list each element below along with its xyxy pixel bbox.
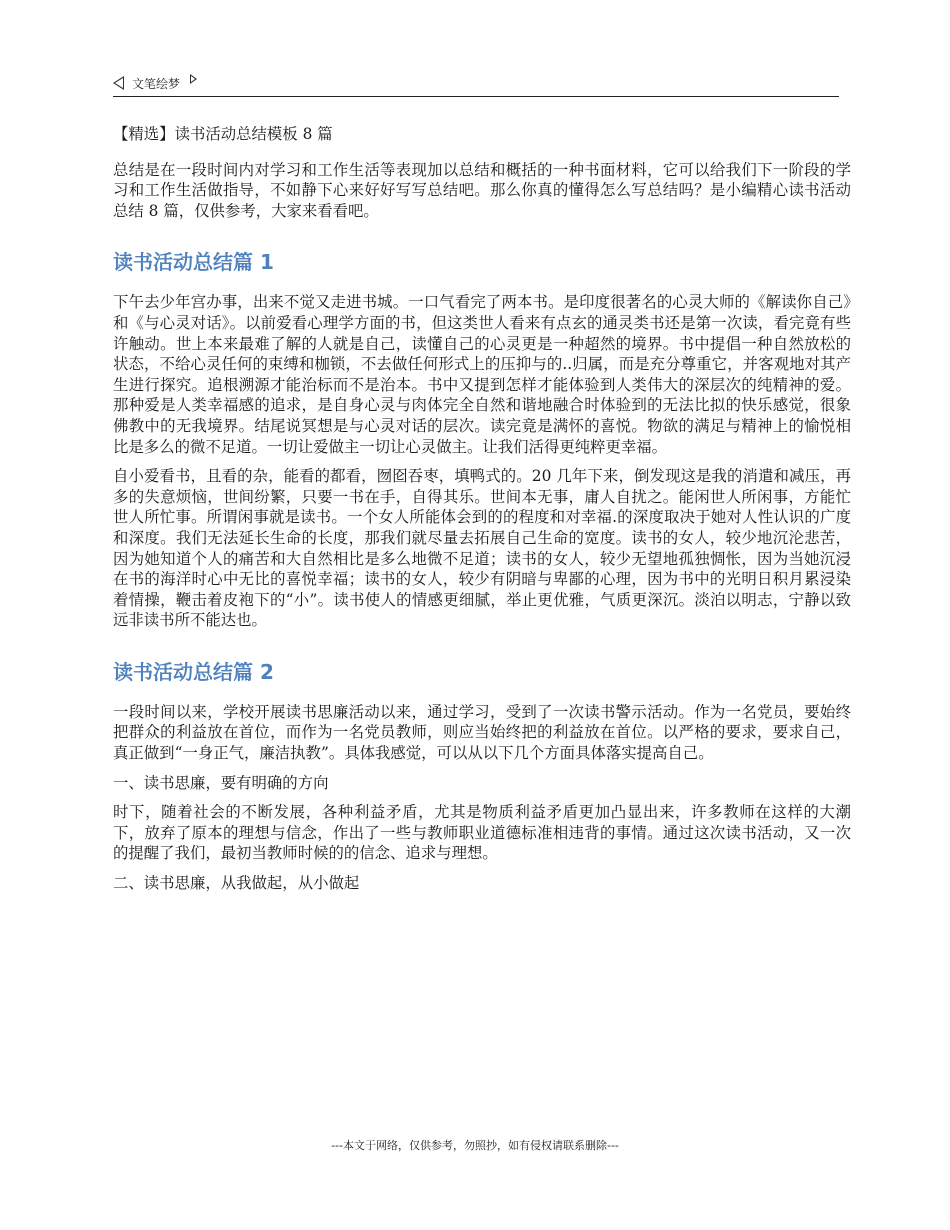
section2-subheading: 二、读书思廉，从我做起，从小做起: [113, 874, 360, 893]
brand-name: 文笔绘梦: [132, 76, 181, 91]
section1-paragraph: 自小爱看书，且看的杂，能看的都看，囫囵吞枣，填鸭式的。20 几年下来，倒发现这是我的消遣和减压，再多的失意烦恼，世间纷繁，只要一书在手，自得其乐。世间本无事，庸人自扰之。能闲世人所闲事，方能忙世人所忙事。所谓闲事就是读书。一个女人所能体会到的的程度和对幸福.的深度取决于她对人性认识的广度和深度。我们无法延长生命的长度，那我们就尽量去拓展自己生命的宽度。读书的女人，较少地沉沦悲苦，因为她知道个人的痛苦和大自然相比是多么地微不足道；读书的女人，较少无望地孤独惆怅，因为当她沉浸在书的海洋时心中无比的喜悦幸福；读书的女人，较少有阴暗与卑鄙的心理，因为书中的光明日积月累浸染着情操，鞭击着皮袍下的“小”。读书使人的情感更细腻，举止更优雅，气质更深沉。淡泊以明志，宁静以致远非读书所不能达也。: [113, 467, 851, 630]
document-body: [113, 124, 851, 903]
triangle-left-icon: [113, 76, 124, 90]
section2-paragraph: 一段时间以来，学校开展读书思廉活动以来，通过学习，受到了一次读书警示活动。作为一名党员，要始终把群众的利益放在首位，而作为一名党员教师，则应当始终把的利益放在首位。以严格的要求，要求自己，真正做到“一身正气，廉洁执教”。具体我感觉，可以从以下几个方面具体落实提高自己。: [113, 702, 851, 763]
section2-paragraph: 时下，随着社会的不断发展，各种利益矛盾，尤其是物质利益矛盾更加凸显出来，许多教师在这样的大潮下，放弃了原本的理想与信念，作出了一些与教师职业道德标准相违背的事情。通过这次读书活动，又一次的提醒了我们，最初当教师时候的的信念、追求与理想。: [113, 803, 851, 863]
page-header: [113, 70, 839, 97]
triangle-right-icon: [190, 74, 197, 84]
section1-paragraph: 下午去少年宫办事，出来不觉又走进书城。一口气看完了两本书。是印度很著名的心灵大师的《解读你自己》和《与心灵对话》。以前爱看心理学方面的书，但这类世人看来有点玄的通灵类书还是第一次读，看完竟有些许触动。世上本来最难了解的人就是自己，读懂自己的心灵更是一种超然的境界。书中提倡一种自然放松的状态，不给心灵任何的束缚和枷锁，不去做任何形式上的压抑与的..归属，而是充分尊重它，并客观地对其产生进行探究。追根溯源才能治标而不是治本。书中又提到怎样才能体验到人类伟大的深层次的纯精神的爱。那种爱是人类幸福感的追求，是自身心灵与肉体完全自然和谐地融合时体验到的无法比拟的快乐感觉，很象佛教中的无我境界。结尾说冥想是与心灵对话的层次。读完竟是满怀的喜悦。物欲的满足与精神上的愉悦相比是多么的微不足道。一切让爱做主一切让心灵做主。让我们活得更纯粹更幸福。: [113, 293, 851, 456]
footer-notice: ---本文于网络，仅供参考，勿照抄，如有侵权请联系删除---: [331, 1139, 619, 1152]
section2-subheading: 一、读书思廉，要有明确的方向: [113, 773, 329, 792]
document-title: 【精选】读书活动总结模板 8 篇: [113, 125, 333, 143]
section-heading-2: 读书活动总结篇 2: [113, 659, 274, 684]
intro-paragraph: 总结是在一段时间内对学习和工作生活等表现加以总结和概括的一种书面材料，它可以给我们下一阶段的学习和工作生活做指导，不如静下心来好好写写总结吧。那么你真的懂得怎么写总结吗？是小编精心读书活动总结 8 篇，仅供参考，大家来看看吧。: [113, 160, 851, 220]
section-heading-1: 读书活动总结篇 1: [113, 250, 274, 275]
